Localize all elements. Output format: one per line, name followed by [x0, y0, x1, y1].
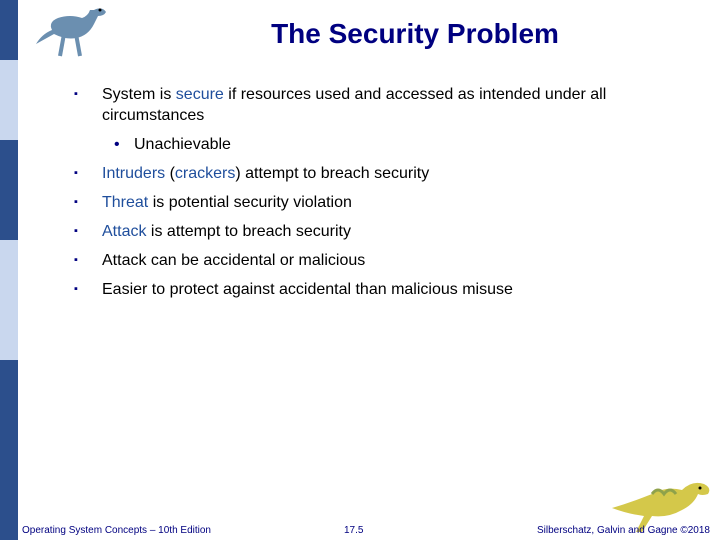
bullet-square-icon: ▪: [74, 167, 78, 179]
highlighted-term: secure: [175, 86, 224, 103]
sub-bullet-item: [74, 134, 674, 155]
bullet-item: [74, 250, 674, 271]
bullet-item: [74, 279, 674, 300]
dinosaur-top-icon: [24, 4, 114, 68]
bullet-text: if resources used and accessed as intended under all circumstances: [102, 86, 607, 124]
bullet-text: (: [165, 165, 175, 182]
bullet-text: Easier to protect against accidental than malicious misuse: [102, 281, 513, 298]
highlighted-term: Threat: [102, 194, 149, 211]
bullet-item: [74, 84, 674, 126]
footer-page-number: 17.5: [344, 525, 364, 536]
highlighted-term: Intruders: [102, 165, 166, 182]
bullet-square-icon: ▪: [74, 254, 78, 266]
dinosaur-bottom-icon: [608, 462, 716, 534]
page-title: The Security Problem: [271, 18, 559, 49]
bullet-text: System is: [102, 86, 176, 103]
bullet-text: Attack can be accidental or malicious: [102, 252, 366, 269]
bullet-dot-icon: •: [114, 136, 120, 153]
sub-bullet-text: Unachievable: [134, 136, 231, 153]
bullet-text: is attempt to breach security: [146, 223, 351, 240]
bullet-list: [74, 84, 674, 300]
highlighted-term: crackers: [174, 165, 236, 182]
footer-course: Operating System Concepts – 10th Edition: [22, 525, 211, 536]
highlighted-term: Attack: [102, 223, 147, 240]
bullet-square-icon: ▪: [74, 283, 78, 295]
bullet-item: [74, 192, 674, 213]
bullet-text: is potential security violation: [148, 194, 352, 211]
bullet-square-icon: ▪: [74, 225, 78, 237]
sidebar-decoration: [0, 0, 18, 540]
bullet-item: [74, 221, 674, 242]
bullet-item: [74, 163, 674, 184]
bullet-text: ) attempt to breach security: [235, 165, 430, 182]
bullet-square-icon: ▪: [74, 196, 78, 208]
bullet-square-icon: ▪: [74, 88, 78, 100]
footer-authors: Silberschatz, Galvin and Gagne ©2018: [536, 525, 710, 536]
